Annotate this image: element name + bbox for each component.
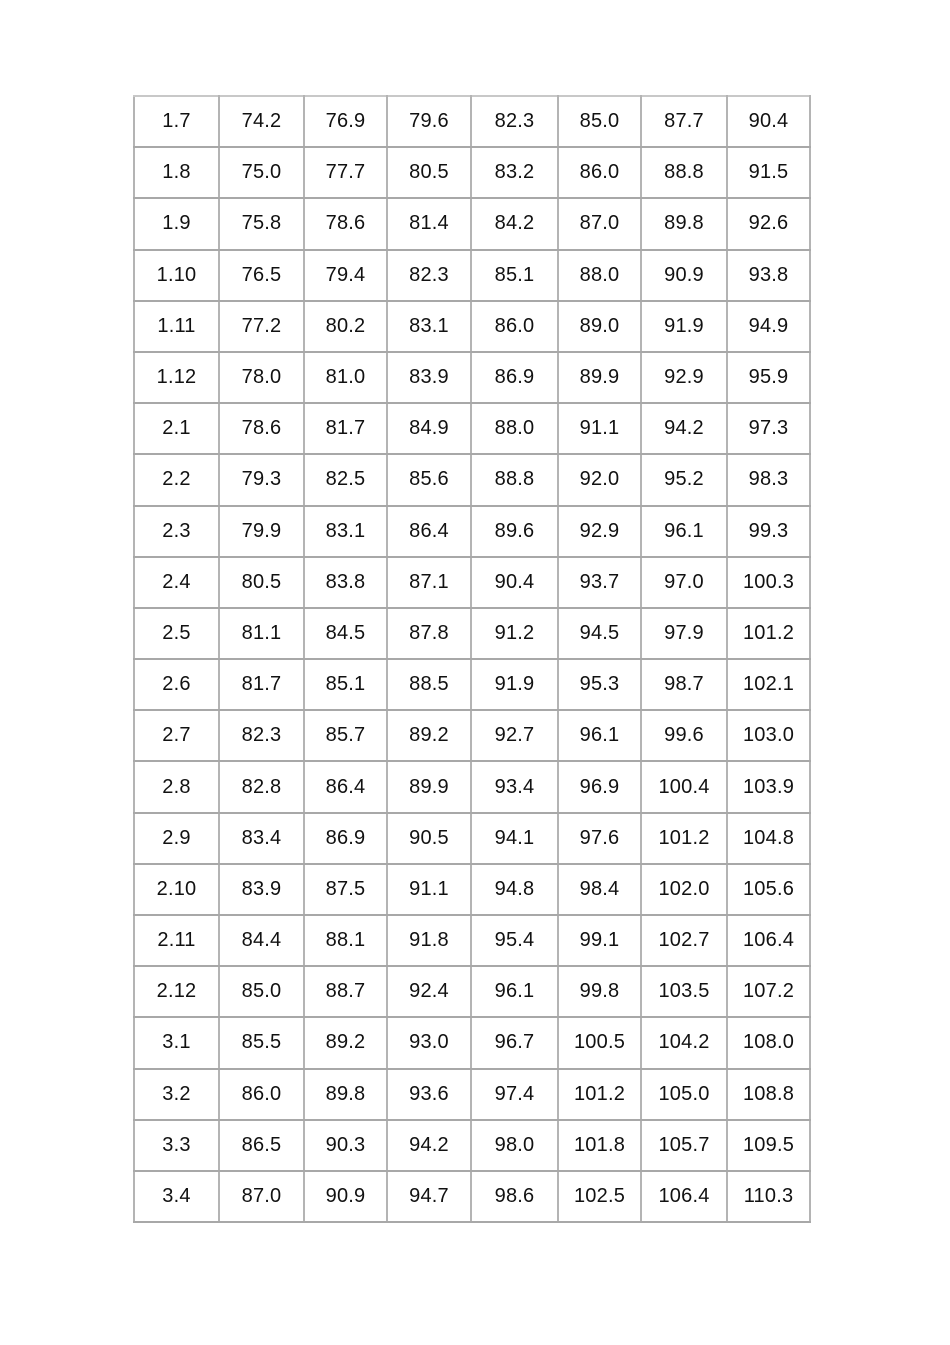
value-cell: 82.3 [387,250,471,301]
value-cell: 96.7 [471,1017,558,1068]
value-cell: 86.4 [387,506,471,557]
value-cell: 92.0 [558,454,641,505]
value-cell: 87.1 [387,557,471,608]
value-cell: 83.8 [304,557,387,608]
value-cell: 102.0 [641,864,727,915]
value-cell: 101.2 [558,1069,641,1120]
table-body [134,96,810,1222]
row-label-cell: 1.7 [134,96,219,147]
row-label-cell: 3.4 [134,1171,219,1222]
value-cell: 102.1 [727,659,810,710]
value-cell: 88.0 [471,403,558,454]
value-cell: 95.4 [471,915,558,966]
value-cell: 76.5 [219,250,304,301]
row-label-cell: 1.8 [134,147,219,198]
row-label-cell: 2.10 [134,864,219,915]
value-cell: 108.0 [727,1017,810,1068]
value-cell: 81.1 [219,608,304,659]
value-cell: 84.5 [304,608,387,659]
value-cell: 82.3 [471,96,558,147]
value-cell: 79.9 [219,506,304,557]
value-cell: 76.9 [304,96,387,147]
value-cell: 93.0 [387,1017,471,1068]
value-cell: 101.2 [641,813,727,864]
row-label-cell: 2.4 [134,557,219,608]
value-cell: 98.0 [471,1120,558,1171]
value-cell: 96.9 [558,761,641,812]
value-cell: 103.9 [727,761,810,812]
value-cell: 94.8 [471,864,558,915]
row-label-cell: 1.10 [134,250,219,301]
value-cell: 84.9 [387,403,471,454]
value-cell: 78.6 [304,198,387,249]
value-cell: 83.1 [387,301,471,352]
row-label-cell: 2.9 [134,813,219,864]
value-cell: 85.5 [219,1017,304,1068]
table-row [134,1120,810,1171]
table-row [134,96,810,147]
value-cell: 93.7 [558,557,641,608]
value-cell: 77.7 [304,147,387,198]
value-cell: 92.9 [558,506,641,557]
row-label-cell: 2.3 [134,506,219,557]
value-cell: 87.5 [304,864,387,915]
value-cell: 85.1 [304,659,387,710]
value-cell: 85.7 [304,710,387,761]
value-cell: 100.4 [641,761,727,812]
value-cell: 102.7 [641,915,727,966]
row-label-cell: 3.2 [134,1069,219,1120]
value-cell: 94.2 [641,403,727,454]
table-row [134,557,810,608]
value-cell: 97.9 [641,608,727,659]
value-cell: 86.0 [558,147,641,198]
value-cell: 90.3 [304,1120,387,1171]
value-cell: 89.0 [558,301,641,352]
value-cell: 92.6 [727,198,810,249]
value-cell: 88.7 [304,966,387,1017]
table-row [134,1069,810,1120]
value-cell: 88.1 [304,915,387,966]
value-cell: 94.1 [471,813,558,864]
value-cell: 92.9 [641,352,727,403]
value-cell: 98.6 [471,1171,558,1222]
value-cell: 79.3 [219,454,304,505]
value-cell: 89.8 [304,1069,387,1120]
table-row [134,301,810,352]
value-cell: 82.8 [219,761,304,812]
value-cell: 104.2 [641,1017,727,1068]
value-cell: 84.2 [471,198,558,249]
row-label-cell: 2.7 [134,710,219,761]
value-cell: 92.4 [387,966,471,1017]
row-label-cell: 3.1 [134,1017,219,1068]
value-cell: 81.4 [387,198,471,249]
value-cell: 87.0 [219,1171,304,1222]
value-cell: 84.4 [219,915,304,966]
table-row [134,198,810,249]
row-label-cell: 2.11 [134,915,219,966]
value-cell: 102.5 [558,1171,641,1222]
value-cell: 89.9 [558,352,641,403]
table-row [134,1171,810,1222]
row-label-cell: 2.1 [134,403,219,454]
value-cell: 85.0 [558,96,641,147]
row-label-cell: 2.5 [134,608,219,659]
value-cell: 83.4 [219,813,304,864]
value-cell: 83.9 [387,352,471,403]
value-cell: 83.2 [471,147,558,198]
value-cell: 104.8 [727,813,810,864]
value-cell: 103.0 [727,710,810,761]
value-cell: 91.8 [387,915,471,966]
value-cell: 85.6 [387,454,471,505]
value-cell: 94.5 [558,608,641,659]
data-table [133,95,811,1223]
table-row [134,250,810,301]
value-cell: 100.5 [558,1017,641,1068]
value-cell: 98.4 [558,864,641,915]
value-cell: 85.1 [471,250,558,301]
value-cell: 79.6 [387,96,471,147]
table-row [134,608,810,659]
value-cell: 88.8 [471,454,558,505]
value-cell: 86.5 [219,1120,304,1171]
value-cell: 89.8 [641,198,727,249]
value-cell: 105.0 [641,1069,727,1120]
table-row [134,915,810,966]
value-cell: 96.1 [558,710,641,761]
table-row [134,710,810,761]
value-cell: 78.6 [219,403,304,454]
value-cell: 88.8 [641,147,727,198]
value-cell: 95.2 [641,454,727,505]
table-row [134,403,810,454]
table-row [134,864,810,915]
value-cell: 81.7 [219,659,304,710]
table-row [134,352,810,403]
value-cell: 78.0 [219,352,304,403]
value-cell: 108.8 [727,1069,810,1120]
value-cell: 85.0 [219,966,304,1017]
value-cell: 81.0 [304,352,387,403]
value-cell: 83.1 [304,506,387,557]
value-cell: 91.9 [641,301,727,352]
value-cell: 91.5 [727,147,810,198]
table-row [134,761,810,812]
value-cell: 88.5 [387,659,471,710]
value-cell: 82.3 [219,710,304,761]
value-cell: 103.5 [641,966,727,1017]
value-cell: 94.7 [387,1171,471,1222]
value-cell: 74.2 [219,96,304,147]
value-cell: 109.5 [727,1120,810,1171]
value-cell: 90.5 [387,813,471,864]
value-cell: 86.0 [471,301,558,352]
row-label-cell: 2.6 [134,659,219,710]
value-cell: 91.9 [471,659,558,710]
value-cell: 105.7 [641,1120,727,1171]
value-cell: 87.7 [641,96,727,147]
value-cell: 98.3 [727,454,810,505]
table-row [134,454,810,505]
row-label-cell: 1.9 [134,198,219,249]
value-cell: 99.8 [558,966,641,1017]
value-cell: 90.4 [471,557,558,608]
value-cell: 106.4 [727,915,810,966]
value-cell: 89.9 [387,761,471,812]
value-cell: 80.2 [304,301,387,352]
value-cell: 81.7 [304,403,387,454]
value-cell: 101.8 [558,1120,641,1171]
row-label-cell: 2.8 [134,761,219,812]
value-cell: 96.1 [641,506,727,557]
value-cell: 91.2 [471,608,558,659]
value-cell: 91.1 [558,403,641,454]
table-row [134,147,810,198]
table-row [134,659,810,710]
value-cell: 94.2 [387,1120,471,1171]
table-row [134,813,810,864]
value-cell: 89.6 [471,506,558,557]
value-cell: 106.4 [641,1171,727,1222]
value-cell: 99.6 [641,710,727,761]
row-label-cell: 2.2 [134,454,219,505]
value-cell: 88.0 [558,250,641,301]
row-label-cell: 1.12 [134,352,219,403]
value-cell: 97.3 [727,403,810,454]
value-cell: 90.9 [304,1171,387,1222]
value-cell: 82.5 [304,454,387,505]
row-label-cell: 1.11 [134,301,219,352]
value-cell: 75.0 [219,147,304,198]
value-cell: 89.2 [304,1017,387,1068]
value-cell: 93.8 [727,250,810,301]
value-cell: 100.3 [727,557,810,608]
value-cell: 95.3 [558,659,641,710]
value-cell: 86.0 [219,1069,304,1120]
table-row [134,506,810,557]
value-cell: 99.1 [558,915,641,966]
value-cell: 91.1 [387,864,471,915]
table-row [134,966,810,1017]
value-cell: 92.7 [471,710,558,761]
value-cell: 89.2 [387,710,471,761]
value-cell: 98.7 [641,659,727,710]
value-cell: 95.9 [727,352,810,403]
value-cell: 90.4 [727,96,810,147]
value-cell: 96.1 [471,966,558,1017]
value-cell: 90.9 [641,250,727,301]
value-cell: 83.9 [219,864,304,915]
value-cell: 97.4 [471,1069,558,1120]
value-cell: 93.4 [471,761,558,812]
value-cell: 79.4 [304,250,387,301]
value-cell: 97.0 [641,557,727,608]
value-cell: 99.3 [727,506,810,557]
value-cell: 94.9 [727,301,810,352]
value-cell: 87.0 [558,198,641,249]
table-row [134,1017,810,1068]
value-cell: 110.3 [727,1171,810,1222]
value-cell: 86.9 [304,813,387,864]
value-cell: 77.2 [219,301,304,352]
row-label-cell: 3.3 [134,1120,219,1171]
row-label-cell: 2.12 [134,966,219,1017]
value-cell: 86.4 [304,761,387,812]
value-cell: 86.9 [471,352,558,403]
value-cell: 93.6 [387,1069,471,1120]
value-cell: 97.6 [558,813,641,864]
value-cell: 75.8 [219,198,304,249]
value-cell: 105.6 [727,864,810,915]
value-cell: 80.5 [387,147,471,198]
value-cell: 101.2 [727,608,810,659]
value-cell: 87.8 [387,608,471,659]
value-cell: 80.5 [219,557,304,608]
value-cell: 107.2 [727,966,810,1017]
